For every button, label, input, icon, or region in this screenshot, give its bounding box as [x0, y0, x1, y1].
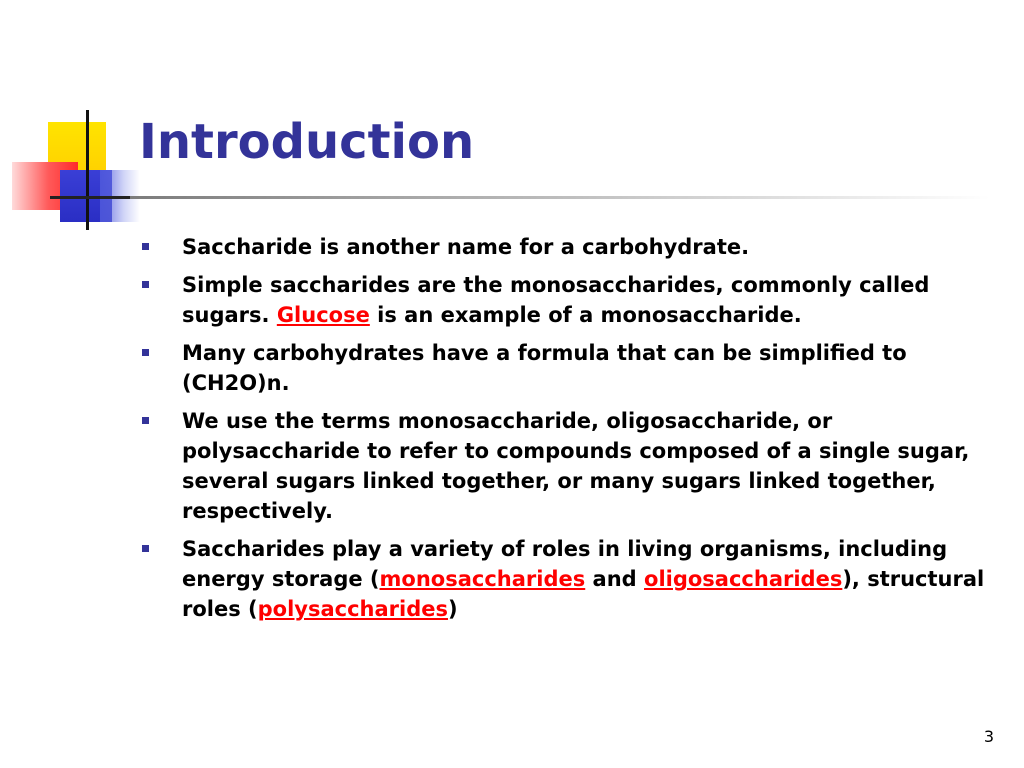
bullet-text: ) [448, 597, 458, 621]
bullet-square-icon [142, 281, 149, 288]
bullet-item [142, 406, 992, 526]
bullet-square-icon [142, 349, 149, 356]
bullet-text: We use the terms monosaccharide, oligosaccharide, or polysaccharide to refer to compounds composed of a single sugar, several sugars linked together, or many sugars linked together, respectively. [182, 409, 970, 523]
bullet-item [142, 338, 992, 398]
bullet-text: Saccharides play a variety of roles in living organisms, including energy storage ( [182, 537, 948, 591]
bullet-text: Simple saccharides are the monosaccharides, commonly called sugars. [182, 273, 930, 327]
bullet-text: ), structural roles ( [182, 567, 985, 621]
bullet-text: is an example of a monosaccharide. [369, 303, 802, 327]
oligosaccharides-link[interactable]: oligosaccharides [644, 567, 843, 591]
vertical-line-decoration [86, 110, 89, 230]
glucose-link[interactable]: Glucose [276, 303, 370, 327]
horizontal-line-decoration [50, 196, 140, 199]
bullet-item [142, 534, 992, 624]
bullet-text: and [585, 567, 645, 591]
bullet-square-icon [142, 545, 149, 552]
slide-title: Introduction [139, 114, 475, 170]
title-divider [130, 196, 990, 199]
bullet-square-icon [142, 417, 149, 424]
bullet-text: Saccharide is another name for a carbohydrate. [182, 235, 750, 259]
polysaccharides-link[interactable]: polysaccharides [257, 597, 449, 621]
page-number: 3 [983, 727, 994, 746]
bullet-text: Many carbohydrates have a formula that can be simplified to (CH2O)n. [182, 341, 907, 395]
decorative-logo-graphic [0, 0, 140, 240]
bullet-item [142, 270, 992, 330]
bullet-square-icon [142, 243, 149, 250]
bullet-item [142, 232, 992, 262]
bullet-list [142, 232, 992, 632]
monosaccharides-link[interactable]: monosaccharides [379, 567, 586, 591]
